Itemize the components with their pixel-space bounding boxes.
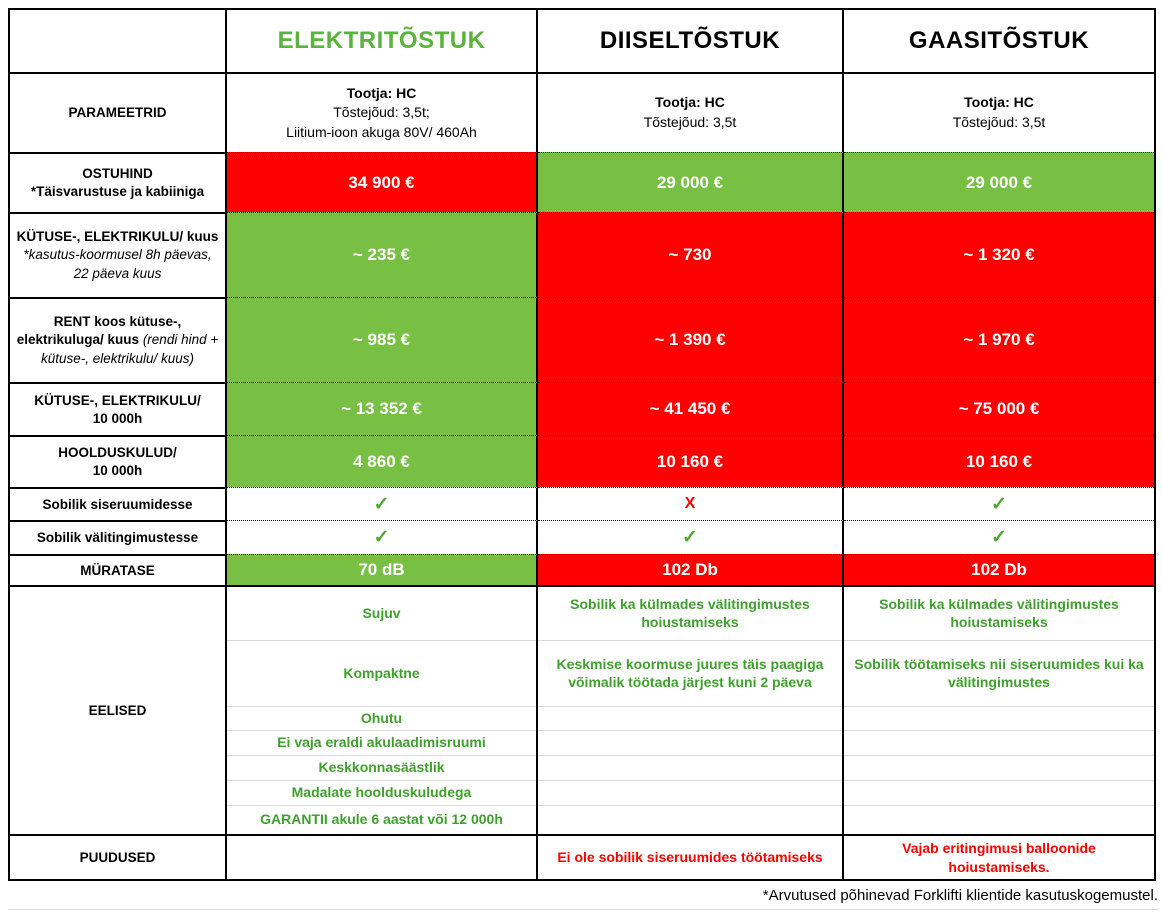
kytuse-kuus-label: KÜTUSE-, ELEKTRIKULU/ kuus <box>16 229 219 245</box>
eelised-item: Ei vaja eraldi akulaadimisruumi <box>227 731 536 756</box>
value-ostuhind-diesel: 29 000 € <box>538 152 844 212</box>
eelised-cell-electric <box>227 585 538 834</box>
puudused-cell-diesel: Ei ole sobilik siseruumides töötamiseks <box>538 834 844 879</box>
row-label-eelised: EELISED <box>10 585 227 834</box>
row-kytuse-kuus <box>10 212 1154 297</box>
row-label-hoolduskulud <box>10 435 227 487</box>
row-parameetrid <box>10 72 1154 152</box>
rent-note: (rendi hind + kütuse-, elektrikulu/ kuus) <box>40 332 219 366</box>
value-ostuhind-electric: 34 900 € <box>227 152 538 212</box>
value-kytuse-10000-diesel: ~ 41 450 € <box>538 382 844 435</box>
row-label-puudused: PUUDUSED <box>10 834 227 879</box>
value-myratase-electric: 70 dB <box>227 554 538 585</box>
eelised-item: Madalate hoolduskuludega <box>227 781 536 806</box>
eelised-item: Keskmise koormuse juures täis paagiga võimalik töötada järjest kuni 2 päeva <box>538 641 842 707</box>
column-header-gas: GAASITÕSTUK <box>908 27 1090 54</box>
row-valitingimused <box>10 520 1154 554</box>
hoolduskulud-label-line2: 10 000h <box>92 463 143 478</box>
value-ostuhind-gas: 29 000 € <box>844 152 1154 212</box>
row-siseruumid <box>10 487 1154 520</box>
param-cell-diesel <box>538 72 844 152</box>
puudused-cell-electric <box>227 834 538 879</box>
value-kytuse-kuus-diesel: ~ 730 <box>538 212 844 297</box>
eelised-item: Sobilik töötamiseks nii siseruumides kui ka välitingimustes <box>844 641 1154 707</box>
row-label-ostuhind <box>10 152 227 212</box>
value-hoolduskulud-gas: 10 160 € <box>844 435 1154 487</box>
row-puudused <box>10 834 1154 879</box>
eelised-item <box>844 707 1154 731</box>
param-gas-capacity: Tõstejõud: 3,5t <box>952 114 1046 130</box>
param-electric-battery: Liitium-ioon akuga 80V/ 460Ah <box>286 123 477 140</box>
eelised-item <box>538 806 842 834</box>
comparison-table <box>8 8 1156 881</box>
param-gas-manufacturer: Tootja: HC <box>964 94 1034 111</box>
check-icon-siseruumid-electric: ✓ <box>227 487 538 520</box>
eelised-item: Sobilik ka külmades välitingimustes hoiustamiseks <box>538 587 842 641</box>
eelised-item <box>538 731 842 756</box>
kytuse-10000-label-line2: 10 000h <box>92 410 143 426</box>
eelised-cell-diesel <box>538 585 844 834</box>
param-cell-electric <box>227 72 538 152</box>
x-icon-siseruumid-diesel: X <box>538 487 844 520</box>
eelised-item: Ohutu <box>227 707 536 731</box>
row-label-rent <box>10 297 227 382</box>
eelised-item <box>844 731 1154 756</box>
value-hoolduskulud-electric: 4 860 € <box>227 435 538 487</box>
eelised-item: Sobilik ka külmades välitingimustes hoiustamiseks <box>844 587 1154 641</box>
ostuhind-note: *Täisvarustuse ja kabiiniga <box>30 184 205 199</box>
param-electric-capacity: Tõstejõud: 3,5t; <box>333 104 430 121</box>
param-cell-gas <box>844 72 1154 152</box>
row-myratase <box>10 554 1154 585</box>
eelised-cell-gas <box>844 585 1154 834</box>
kytuse-kuus-note: *kasutus-koormusel 8h päevas, 22 päeva kuus <box>23 247 212 281</box>
corner-cell <box>10 10 227 72</box>
row-rent <box>10 297 1154 382</box>
row-label-kytuse-10000 <box>10 382 227 435</box>
check-icon-siseruumid-gas: ✓ <box>844 487 1154 520</box>
eelised-item <box>538 781 842 806</box>
value-kytuse-kuus-electric: ~ 235 € <box>227 212 538 297</box>
kytuse-10000-label-line1: KÜTUSE-, ELEKTRIKULU/ <box>34 392 201 408</box>
eelised-item: Keskkonnasäästlik <box>227 756 536 781</box>
value-myratase-gas: 102 Db <box>844 554 1154 585</box>
row-label-siseruumid: Sobilik siseruumidesse <box>10 487 227 520</box>
row-label-myratase: MÜRATASE <box>10 554 227 585</box>
column-header-electric: ELEKTRITÕSTUK <box>227 10 538 72</box>
eelised-item: Kompaktne <box>227 641 536 707</box>
value-kytuse-kuus-gas: ~ 1 320 € <box>844 212 1154 297</box>
param-diesel-capacity: Tõstejõud: 3,5t <box>643 114 737 130</box>
row-hoolduskulud <box>10 435 1154 487</box>
eelised-item <box>844 781 1154 806</box>
eelised-item: GARANTII akule 6 aastat või 12 000h <box>260 811 503 828</box>
param-diesel-manufacturer: Tootja: HC <box>655 94 725 111</box>
footer-note: *Arvutused põhinevad Forklifti klientide kasutuskogemustel. <box>8 881 1158 910</box>
row-header <box>10 10 1154 72</box>
eelised-item <box>844 806 1154 834</box>
value-rent-electric: ~ 985 € <box>227 297 538 382</box>
check-icon-valitingimused-electric: ✓ <box>227 520 538 554</box>
eelised-item <box>538 707 842 731</box>
eelised-item <box>844 756 1154 781</box>
row-label-parameetrid: PARAMEETRID <box>10 72 227 152</box>
check-icon-valitingimused-diesel: ✓ <box>538 520 844 554</box>
check-icon-valitingimused-gas: ✓ <box>844 520 1154 554</box>
value-rent-diesel: ~ 1 390 € <box>538 297 844 382</box>
rent-label: RENT koos kütuse-, elektrikuluga/ kuus <box>16 314 182 348</box>
hoolduskulud-label-line1: HOOLDUSKULUD/ <box>58 445 177 461</box>
row-ostuhind <box>10 152 1154 212</box>
ostuhind-label: OSTUHIND <box>82 166 153 182</box>
value-hoolduskulud-diesel: 10 160 € <box>538 435 844 487</box>
row-kytuse-10000 <box>10 382 1154 435</box>
column-header-diesel: DIISELTÕSTUK <box>538 10 844 72</box>
eelised-item <box>538 756 842 781</box>
row-label-kytuse-kuus <box>10 212 227 297</box>
value-rent-gas: ~ 1 970 € <box>844 297 1154 382</box>
row-label-valitingimused: Sobilik välitingimustesse <box>10 520 227 554</box>
value-myratase-diesel: 102 Db <box>538 554 844 585</box>
row-eelised <box>10 585 1154 834</box>
param-electric-manufacturer: Tootja: HC <box>346 84 417 101</box>
eelised-item: Sujuv <box>227 587 536 641</box>
puudused-cell-gas: Vajab eritingimusi balloonide hoiustamiseks. <box>844 834 1154 879</box>
value-kytuse-10000-gas: ~ 75 000 € <box>844 382 1154 435</box>
value-kytuse-10000-electric: ~ 13 352 € <box>227 382 538 435</box>
